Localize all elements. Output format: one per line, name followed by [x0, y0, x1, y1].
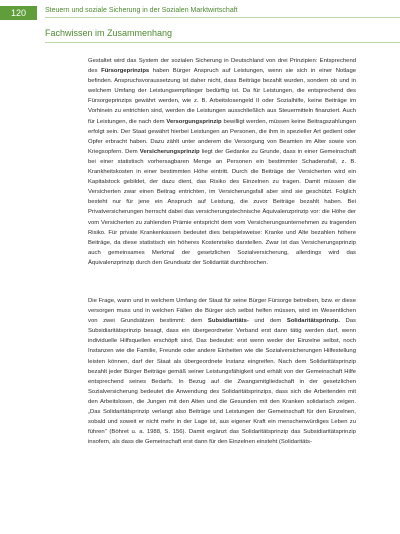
section-divider: [45, 42, 400, 43]
text-run: haben Bürger Anspruch auf Leistungen, wenn sie sich in einer Notlage befinden. Anspruchsvoraussetzung ist daher nicht, dass Beiträge bezahlt wurden, sondern ob und in welchem Umfang der Leistungsempfänger bedürftig ist. Da für Leistungen, die entsprechend des Fürsorgeprinzips gewährt werden, wie z. B. Arbeitslosengeld II oder Sozialhilfe, keine Beiträge im Vorhinein zu entrichten sind, werden die Leistungen ausschließlich aus Steuermitteln finanziert. Auch für Leistungen, die nach dem: [88, 68, 356, 125]
bold-term: Subsidiaritäts-: [207, 318, 249, 325]
text-run: Das Subsidiaritätsprinzip besagt, dass ein übergeordneter Verband erst dann tätig werden darf, wenn individuelle Hilfsquellen erschöpft sind. Das bedeutet: erst wenn weder der Einzelne selbst, noch Instanzen wie die Familie, Freunde oder andere Einheiten wie die Sozialversicherungen Hilfestellung leisten können, darf der Staat als übergeordnete Instanz eingreifen. Nach dem Solidaritätsprinzip bezahlt jeder Bürger Beiträge gemäß seiner Leistungsfähigkeit und erhält von der Gemeinschaft Hilfe entsprechend seines Bedarfs. In Bezug auf die Zwangsmitgliedschaft in der gesetzlichen Sozialversicherung bedeutet die Anwendung des Solidaritätsprinzips, dass sich die Arbeitenden mit den Arbeitslosen, die Jungen mit den Alten und die Gesunden mit den Kranken solidarisch zeigen. „Das Solidaritätsprinzip verlangt also Beiträge und Leistungen der Gemeinschaft für den Einzelnen, sobald und soweit er nicht mehr in der Lage ist, aus eigener Kraft ein menschenwürdiges Leben zu führen“ (Böhret u. a. 1988, S. 156). Damit ergänzt das Solidaritätsprinzip das Subsidiaritätsprinzip insofern, als dass die Gemeinschaft erst dann für den Einzelnen einsteht (Solidaritäts-: [88, 318, 356, 446]
bold-term: Solidaritätsprinzip.: [286, 318, 340, 325]
body-paragraph-1: [88, 56, 356, 268]
paragraph-text: [88, 296, 356, 447]
text-run: bewilligt werden, müssen keine Beitragszahlungen erfolgt sein. Der Staat gewährt hierbei Leistungen an Personen, die ihm in spezieller Art gedient oder Opfer erbracht haben. Dazu zählt unter anderem die Versorgung von Beamten im Alter sowie von Kriegsopfern. Dem: [88, 118, 356, 155]
page-number: 120: [0, 6, 37, 20]
text-run: Gestaltet wird das System der sozialen Sicherung in Deutschland von drei Prinzipien: Entsprechend des: [88, 58, 356, 75]
text-run: und dem: [248, 318, 287, 325]
paragraph-text: [88, 56, 356, 268]
bold-term: Versorgungsprinzip: [166, 118, 222, 125]
section-title: Fachwissen im Zusammenhang: [45, 28, 173, 38]
body-paragraph-2: [88, 296, 356, 447]
running-title: Steuern und soziale Sicherung in der Sozialen Marktwirtschaft: [45, 7, 238, 14]
text-run: liegt der Gedanke zu Grunde, dass in einer Gemeinschaft bei einer statistisch vorhersagbaren Menge an Personen ein bestimmter Schadensfall, z. B. Krankheitskosten in einer bestimmten Höhe eintritt. Durch die Beiträge der Versicherten wird ein Kapitalstock gebildet, der dazu dient, das Risiko des Einzelnen zu tragen. Damit müssen die Versicherten zwar einen Beitrag entrichten, im Versicherungsfall aber sind sie geschützt. Folglich besteht nur für jene ein Anspruch auf Leistung, die zuvor Beiträge bezahlt haben. Bei Privatversicherungen herrscht dabei das versicherungstechnische Äquivalenzprinzip vor: die Höhe der vom Versicherten zu zahlenden Prämie entspricht dem vom Versicherungsunternehmen zu tragenden Risiko. Für private Krankenkassen bedeutet dies beispielsweise: Kranke und Alte bezahlen höhere Beiträge, da diese statistisch ein höheres Kostenrisiko darstellen. Zwar ist das Versicherungsprinzip auch gemeinsames Merkmal der gesetzlichen Sozialversicherung, allerdings wird das Äquivalenzprinzip durch den Grundsatz der Solidarität durchbrochen.: [88, 148, 356, 266]
header-divider: [45, 17, 400, 18]
bold-term: Fürsorgeprinzips: [101, 68, 150, 75]
text-run: Die Frage, wann und in welchem Umfang der Staat für seine Bürger Fürsorge betreiben, bzw. er diese versorgen muss und in welchen Fällen die Bürger sich selbst helfen müssen, wird im Wesentlichen von zwei Grundsätzen bestimmt: dem: [88, 298, 356, 325]
bold-term: Versicherungsprinzip: [139, 148, 200, 155]
